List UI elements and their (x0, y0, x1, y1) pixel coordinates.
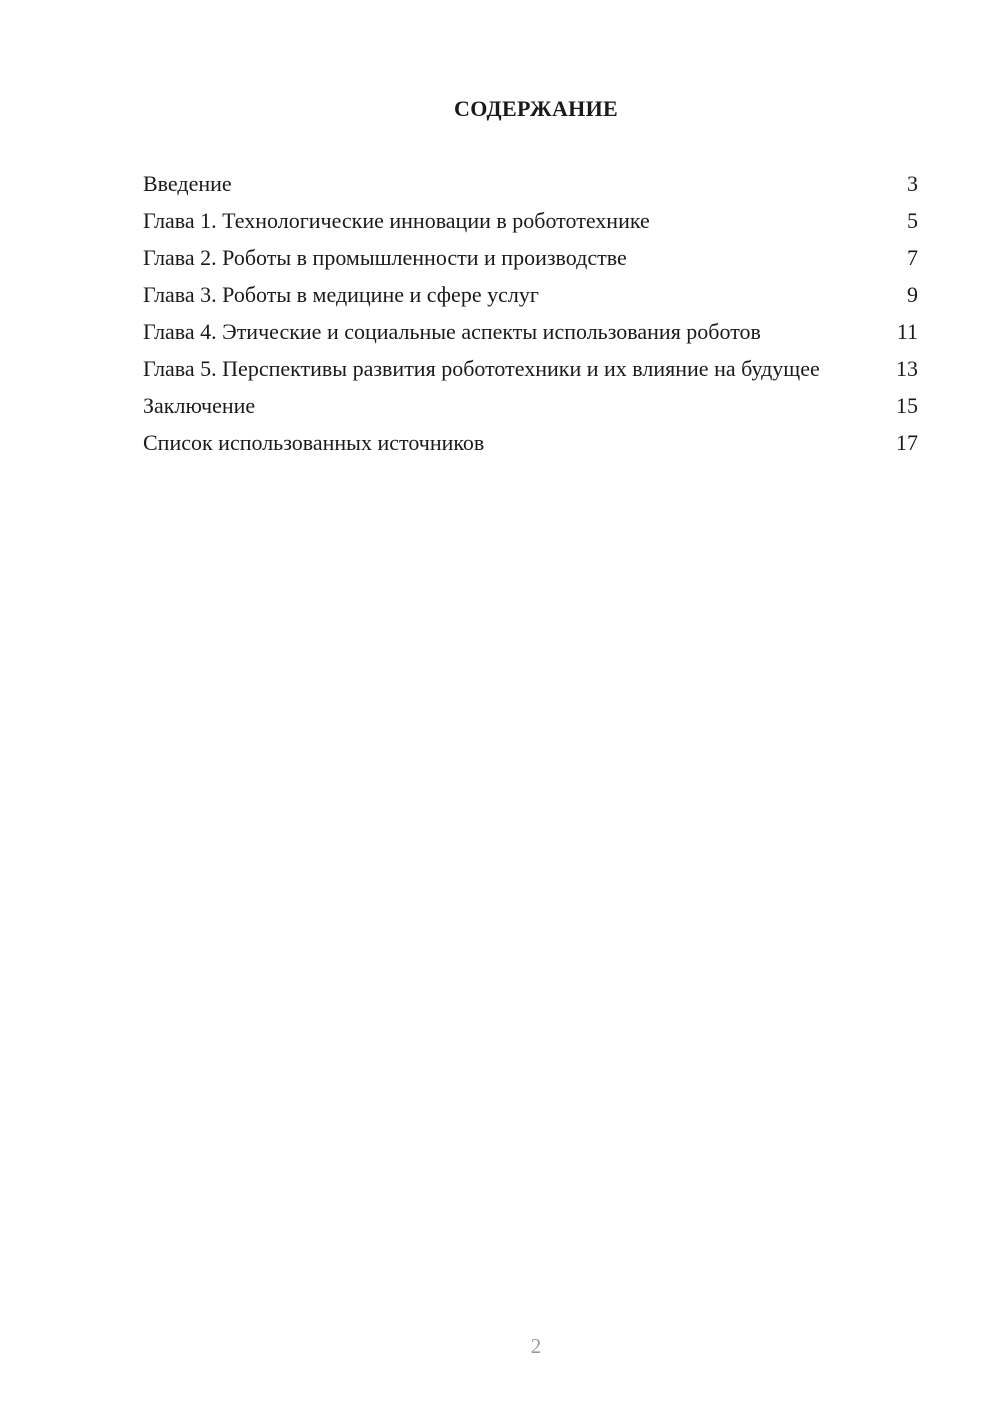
toc-entry-page: 9 (907, 282, 918, 307)
page-number: 2 (530, 1334, 542, 1358)
toc-entry-page: 3 (907, 171, 918, 196)
toc-entry (143, 356, 918, 382)
toc-entry (143, 393, 918, 419)
toc-entry (143, 245, 918, 271)
toc-entry-label: Глава 5. Перспективы развития робототехники и их влияние на будущее (143, 356, 820, 381)
toc-entry (143, 430, 918, 456)
toc-entry-page: 13 (896, 356, 918, 381)
toc-entry (143, 282, 918, 308)
toc-entry (143, 319, 918, 345)
toc-entry-page: 15 (896, 393, 918, 418)
toc-entry-label: Глава 3. Роботы в медицине и сфере услуг (143, 282, 539, 307)
toc-entry-page: 17 (896, 430, 918, 455)
toc-entry-label: Глава 2. Роботы в промышленности и производстве (143, 245, 627, 270)
toc-entry-label: Глава 4. Этические и социальные аспекты использования роботов (143, 319, 761, 344)
toc-entry-label: Глава 1. Технологические инновации в робототехнике (143, 208, 650, 233)
toc-entry (143, 208, 918, 234)
toc-entry-page: 7 (907, 245, 918, 270)
toc-entry-page: 11 (896, 319, 918, 344)
toc-entry-page: 5 (907, 208, 918, 233)
page-title: СОДЕРЖАНИЕ (454, 96, 618, 121)
toc-entry (143, 171, 918, 197)
toc-entry-label: Введение (143, 171, 232, 196)
toc-entry-label: Список использованных источников (143, 430, 485, 455)
table-of-contents (143, 171, 918, 467)
toc-entry-label: Заключение (143, 393, 256, 418)
